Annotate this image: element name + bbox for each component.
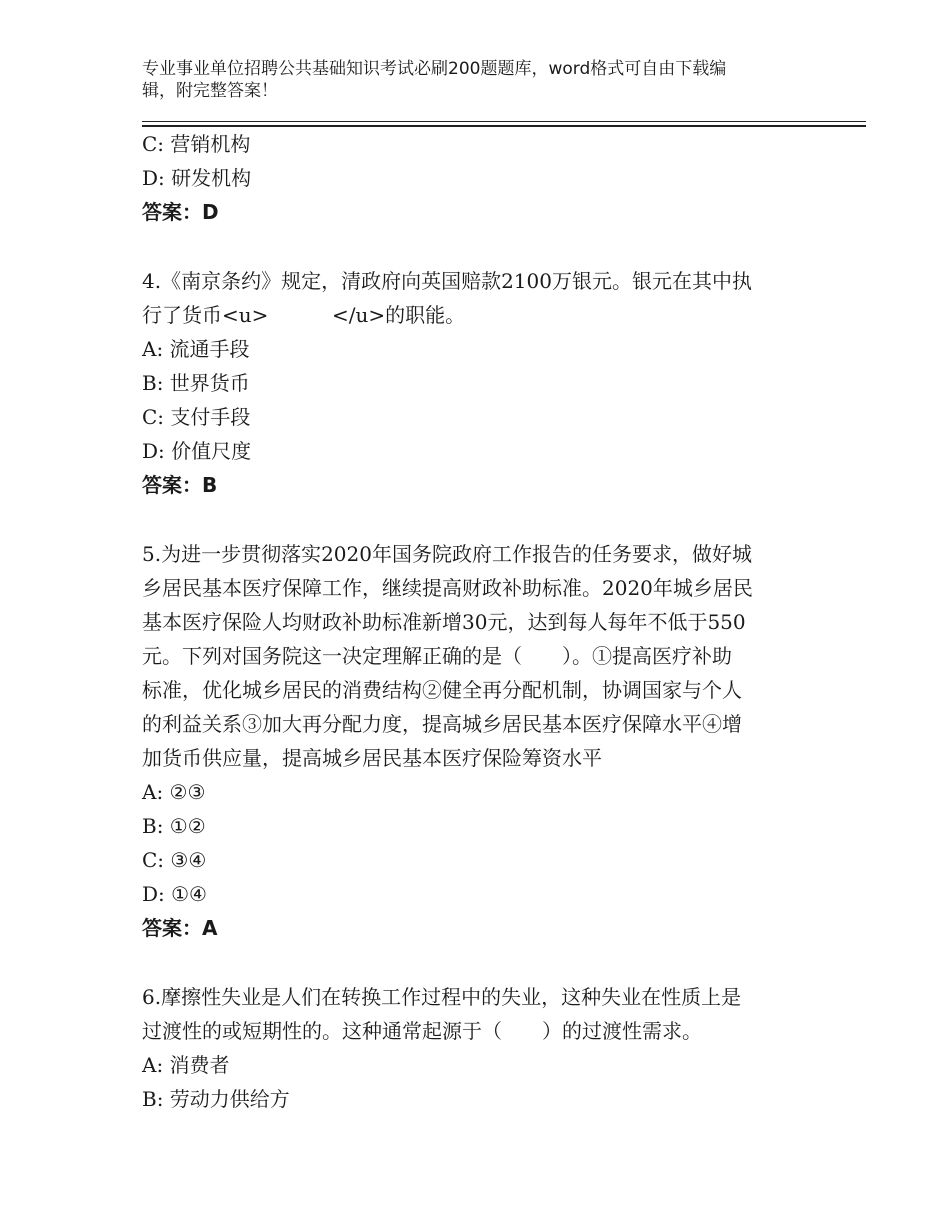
spacer: [142, 502, 808, 537]
option-c: C: 营销机构: [142, 132, 251, 156]
question-text-line: 过渡性的或短期性的。这种通常起源于（ ）的过渡性需求。: [142, 1019, 702, 1043]
question-5: [142, 537, 808, 945]
header-rule-thin: [142, 121, 866, 122]
question-text-line: 5.为进一步贯彻落实2020年国务院政府工作报告的任务要求，做好城: [142, 542, 752, 566]
option-d: D: ①④: [142, 882, 207, 906]
header-line-1: 专业事业单位招聘公共基础知识考试必刷200题题库，word格式可自由下载编: [142, 59, 727, 79]
document-header: [142, 58, 822, 102]
answer-line: 答案：A: [142, 916, 218, 940]
question-text-line: 行了货币<u> </u>的职能。: [142, 303, 466, 327]
question-text-line: 加货币供应量，提高城乡居民基本医疗保险筹资水平: [142, 746, 602, 770]
question-text-line: 基本医疗保险人均财政补助标准新增30元，达到每人每年不低于550: [142, 610, 746, 634]
option-b: B: 劳动力供给方: [142, 1087, 290, 1111]
question-text-line: 元。下列对国务院这一决定理解正确的是（ ）。①提高医疗补助: [142, 644, 732, 668]
spacer: [142, 229, 808, 264]
prev-question: [142, 127, 808, 229]
question-text-line: 的利益关系③加大再分配力度，提高城乡居民基本医疗保障水平④增: [142, 712, 742, 736]
question-text-line: 6.摩擦性失业是人们在转换工作过程中的失业，这种失业在性质上是: [142, 985, 742, 1009]
option-b: B: ①②: [142, 814, 206, 838]
option-b: B: 世界货币: [142, 371, 250, 395]
spacer: [142, 945, 808, 980]
document-body: [142, 127, 808, 1116]
option-d: D: 价值尺度: [142, 439, 252, 463]
question-4: [142, 264, 808, 502]
option-a: A: 流通手段: [142, 337, 250, 361]
question-text-line: 4.《南京条约》规定，清政府向英国赔款2100万银元。银元在其中执: [142, 269, 752, 293]
option-a: A: 消费者: [142, 1053, 230, 1077]
question-text-line: 标准，优化城乡居民的消费结构②健全再分配机制，协调国家与个人: [142, 678, 742, 702]
question-6: [142, 980, 808, 1116]
answer-line: 答案：B: [142, 473, 218, 497]
question-text-line: 乡居民基本医疗保障工作，继续提高财政补助标准。2020年城乡居民: [142, 576, 753, 600]
option-d: D: 研发机构: [142, 166, 252, 190]
option-a: A: ②③: [142, 780, 206, 804]
option-c: C: 支付手段: [142, 405, 251, 429]
option-c: C: ③④: [142, 848, 207, 872]
header-line-2: 辑，附完整答案！: [142, 81, 278, 101]
answer-line: 答案：D: [142, 200, 219, 224]
